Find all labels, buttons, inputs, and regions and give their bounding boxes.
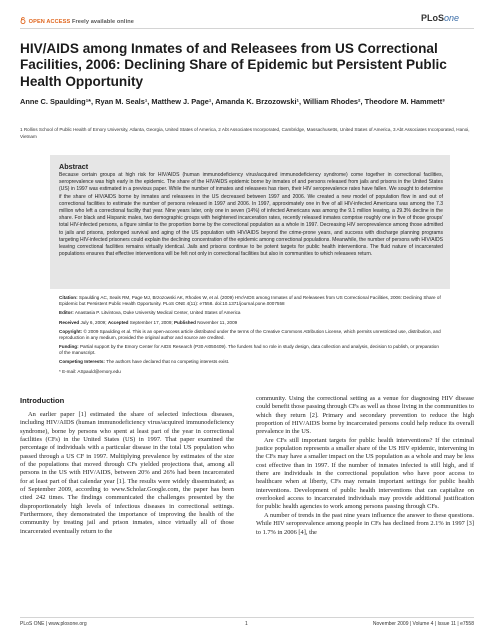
open-lock-icon — [20, 17, 26, 24]
author-list: Anne C. Spaulding¹*, Ryan M. Seals¹, Matthew J. Page¹, Amanda K. Brzozowski¹, William Rhodes², Theodore M. Hammett³ — [20, 97, 445, 106]
intro-paragraph-1-cont: community. Using the correctional setting as a venue for diagnosing HIV disease could benefit those passing through CFs as well as those living in the communities to which they return [2]. Primary and secondary prevention to reduce the high proportion of HIV/AIDS borne by incarcerated persons could help reduce its overall prevalence in the US. — [256, 395, 474, 436]
body-column-right — [256, 395, 474, 537]
citation-text: Spaulding AC, Seals RM, Page MJ, Brzozowski AK, Rhodes W, et al. (2009) HIV/AIDS among Inmates of and Releasees from US Correctional Facilities, 2006: Declining Share of Epidemic but Persistent Public Health Opportunity. PLoS ONE 4(11): e7558. doi:10.1371/journal.pone.0007558 — [59, 295, 441, 306]
footer-journal: PLoS ONE — [20, 621, 45, 627]
journal-logo — [421, 13, 459, 23]
editor-text: Anastasia P. Litvintova, Duke University Medical Center, United States of America — [74, 310, 241, 316]
accepted-label: Accepted — [107, 319, 129, 325]
competing-text: The authors have declared that no competing interests exist. — [106, 359, 230, 365]
citation-label: Citation: — [59, 295, 78, 300]
received-label: Received — [59, 319, 80, 325]
oa-label-2: ACCESS — [46, 19, 71, 25]
competing-label: Competing Interests: — [59, 359, 105, 365]
copyright-label: Copyright: — [59, 328, 83, 334]
funding-line — [59, 344, 443, 356]
intro-heading: Introduction — [20, 396, 65, 405]
editor-label: Editor: — [59, 310, 74, 316]
abstract-heading: Abstract — [59, 162, 89, 171]
funding-text: Partial support by the Emory Center for AIDS Research (P30 AI050409). The funders had no role in study design, data collection and analysis, decision to publish, or preparation of the manuscript. — [59, 344, 439, 356]
intro-paragraph-2: Are CFs still important targets for public health interventions? If the criminal justice population represents a smaller share of the US HIV epidemic, intervening in the CFs may have a smaller impact on the US population as a whole and may be less cost effective than in 1997. If the number of inmates infected is still high, and if there are individuals in the correctional population who have poor access to healthcare when at liberty, CFs may remain important settings for public health interventions. Development of public health interventions that can capitalize on overlooked access to incarcerated individuals may provide additional justification for public health agencies to work among persons passing through CFs. — [256, 436, 474, 511]
oa-free-text: Freely available online — [71, 19, 134, 25]
page-number: 1 — [245, 621, 248, 627]
abstract-text: Because certain groups at high risk for HIV/AIDS (human immunodeficiency virus/acquired immunodeficiency syndrome) come together in correctional facilities, seroprevalence was high early in the epidemic. The share of the HIV/AIDS epidemic borne by inmates of and persons released from jails and prisons in the United States (US) in 1997 was estimated in a previous paper. While the number of inmates and releasees has risen, their HIV seroprevalence rates have fallen. We sought to determine if the share of HIV/AIDS borne by inmates and releasees in the US decreased between 1997 and 2006. We created a new model of population flow in and out of correctional facilities to estimate the number of persons released in 1997 and 2006. In 1997, approximately one in five of all HIV-infected Americans was among the 7.3 million who left a correctional facility that year. Nine years later, only one in seven (14%) of infected Americans was among the 9.1 million leaving, a 29.3% decline in the share. For black and Hispanic males, two demographic groups with heightened incarceration rates, recently released inmates comprise roughly one in five of those groups' total HIV-infected persons, a figure similar to the proportion borne by the correctional population as a whole in 1997. Decreasing HIV seroprevalence among those admitted to jails and prisons, prolonged survival and aging of the US population with HIV/AIDS beyond the crime-prone years, and success with discharge planning programs targeting HIV-infected prisoners could explain the declining concentration of the epidemic among correctional populations. Meanwhile, the number of persons with HIV/AIDS leaving correctional facilities remains virtually identical. Jails and prisons continue to be potent targets for public health interventions. The fluid nature of incarcerated populations ensures that effective interventions will be felt not only in correctional facilities but also in communities to which releasees return. — [59, 172, 443, 258]
intro-paragraph-3: A number of trends in the past nine years influence the answer to these questions. While HIV seroprevalence among people in CFs has declined from 2.1% in 1997 [3] to 1.7% in 2006 [4], the — [256, 511, 474, 536]
affiliations: 1 Rollins School of Public Health of Emory University, Atlanta, Georgia, United States of America, 2 Abt Associates Incorporated, Cambridge, Massachusetts, United States of America, 3 Abt Associates Incorporated, Hanoi, Vietnam — [20, 127, 470, 140]
intro-paragraph-1: An earlier paper [1] estimated the share of selected infectious diseases, including HIV/AIDS (human immunodeficiency virus/acquired immunodeficiency syndrome), borne by persons who spent at least part of the year in correctional facilities (CFs) in the United States (US) in 1997. That paper examined the percentage of individuals with a particular disease in the total US population who passed through a US CF in 1997. Multiplying prevalence by estimates of the size of the populations that moved through CFs yielded projections that, among all persons in the US with HIV/AIDS, between 20% and 26% had been incarcerated for at least part of that calendar year [1]. The results were widely disseminated; as of September 2009, according to www.Scholar.Google.com, the paper has been cited 242 times. The findings communicated the challenges presented by the disproportionately high levels of infectious diseases in correctional settings. Furthermore, they demonstrated the importance of improving the health of the community by treating jail and prison inmates, since virtually all of those incarcerated eventually return to the — [20, 411, 234, 535]
header-divider — [20, 28, 474, 29]
copyright-line — [59, 329, 443, 341]
footer-journal-site: PLoS ONE | www.plosone.org — [20, 621, 87, 627]
published-label: Published — [173, 319, 196, 325]
footer-divider — [20, 617, 474, 618]
email-line: * E-mail: ASpauld@emory.edu — [59, 368, 121, 374]
published-date: November 11, 2009 — [197, 319, 238, 325]
dates-line — [59, 320, 443, 326]
footer-issue: November 2009 | Volume 4 | Issue 11 | e7558 — [372, 621, 474, 627]
received-date: July 6, 2009; — [80, 319, 107, 325]
body-column-left — [20, 411, 234, 536]
oa-label: OPEN — [28, 19, 45, 25]
article-meta — [59, 295, 443, 378]
journal-brand: PLoS — [421, 13, 445, 23]
footer-site-link[interactable]: www.plosone.org — [48, 621, 87, 627]
journal-brand-suffix: one — [444, 13, 460, 23]
accepted-date: September 17, 2009; — [129, 319, 173, 325]
open-access-badge — [20, 17, 134, 25]
citation-line — [59, 295, 443, 307]
competing-line — [59, 359, 443, 365]
editor-line — [59, 310, 443, 316]
article-title: HIV/AIDS among Inmates of and Releasees from US Correctional Facilities, 2006: Declining Share of Epidemic but Persistent Public Health Opportunity — [20, 41, 447, 89]
funding-label: Funding: — [59, 344, 79, 350]
copyright-text: © 2009 Spaulding et al. This is an open-access article distributed under the terms of the Creative Commons Attribution License, which permits unrestricted use, distribution, and reproduction in any medium, provided the original author and source are credited. — [59, 328, 441, 340]
